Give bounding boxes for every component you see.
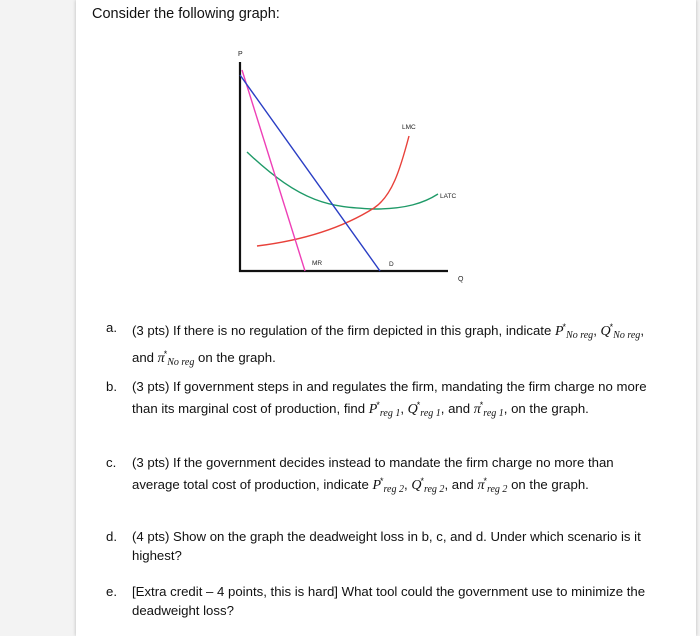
question-b-sep2: , and	[440, 401, 474, 416]
p-axis-label: P	[238, 51, 243, 58]
q-no-reg-subscript: No reg	[613, 330, 641, 341]
document-page	[76, 0, 696, 636]
q-reg1-subscript: reg 1	[420, 408, 441, 419]
lmc-label: LMC	[402, 124, 416, 131]
question-a-text-end: on the graph.	[194, 350, 276, 365]
pi-reg1-symbol: π	[473, 402, 481, 417]
p-reg2-symbol: P	[372, 478, 382, 493]
question-b-text-end: , on the graph.	[503, 401, 589, 416]
question-b-text: (3 pts) If government steps in and regulates the firm, mandating the firm charge no more than its marginal cost of production, find	[132, 379, 647, 416]
question-a-text: (3 pts) If there is no regulation of the firm depicted in this graph, indicate	[132, 323, 555, 338]
p-reg2-subscript: reg 2	[383, 484, 404, 495]
question-c-text: (3 pts) If the government decides instead to mandate the firm charge no more than average total cost of production, indicate	[132, 455, 614, 492]
p-no-reg-symbol: P	[554, 324, 564, 339]
intro-text: Consider the following graph:	[92, 6, 280, 22]
q-reg1-symbol: Q	[407, 402, 418, 417]
question-d-text: (4 pts) Show on the graph the deadweight loss in b, c, and d. Under which scenario is it highest?	[132, 529, 641, 563]
mr-label: MR	[312, 260, 323, 267]
d-label: D	[389, 261, 394, 268]
question-b: b. (3 pts) If government steps in and regulates the firm, mandating the firm charge no more than its marginal cost of production, find $P^*_{reg 1}$, $Q^*_{reg 1}$, and $\pi^*_{reg 1}$, on the graph.	[106, 379, 647, 419]
question-a-sep2: , and	[132, 323, 644, 365]
latc-label: LATC	[440, 193, 457, 200]
question-b-sep1: ,	[400, 401, 408, 416]
question-e-letter: e.	[106, 584, 117, 599]
pi-no-reg-subscript: No reg	[167, 357, 195, 368]
q-no-reg-symbol: Q	[600, 324, 611, 339]
p-reg1-symbol: P	[368, 402, 378, 417]
pi-reg1-subscript: reg 1	[483, 408, 504, 419]
question-e-text: [Extra credit – 4 points, this is hard] What tool could the government use to minimize the deadweight loss?	[132, 584, 646, 618]
q-reg2-symbol: Q	[411, 478, 422, 493]
economics-graph	[76, 0, 696, 300]
question-c-sep1: ,	[404, 477, 412, 492]
question-d-letter: d.	[106, 529, 117, 544]
question-b-letter: b.	[106, 379, 117, 394]
question-a: a. (3 pts) If there is no regulation of the firm depicted in this graph, indicate $P^*_{No reg}$, $Q^*_{No reg}$, and $\pi^*_{No reg}$ on the graph.	[106, 320, 644, 368]
demand-curve	[240, 75, 380, 271]
question-c-sep2: , and	[444, 477, 478, 492]
question-c-letter: c.	[106, 455, 117, 470]
latc-curve	[247, 152, 438, 209]
p-no-reg-subscript: No reg	[566, 330, 594, 341]
question-a-letter: a.	[106, 320, 117, 335]
question-c-text-end: on the graph.	[507, 477, 589, 492]
q-reg2-subscript: reg 2	[423, 484, 445, 495]
p-reg1-subscript: reg 1	[379, 408, 401, 419]
pi-reg2-symbol: π	[477, 478, 485, 493]
question-c: c. (3 pts) If the government decides instead to mandate the firm charge no more than average total cost of production, indicate $P^*_{reg 2}$, $Q^*_{reg 2}$, and $\pi^*_{reg 2}$ on the graph.	[106, 455, 614, 495]
pi-reg2-subscript: reg 2	[486, 484, 508, 495]
question-d	[106, 527, 656, 565]
question-e	[106, 582, 656, 620]
question-a-sep1: ,	[593, 323, 597, 338]
mr-curve	[242, 70, 305, 271]
q-axis-label: Q	[458, 276, 464, 283]
pi-no-reg-symbol: π	[157, 351, 165, 366]
